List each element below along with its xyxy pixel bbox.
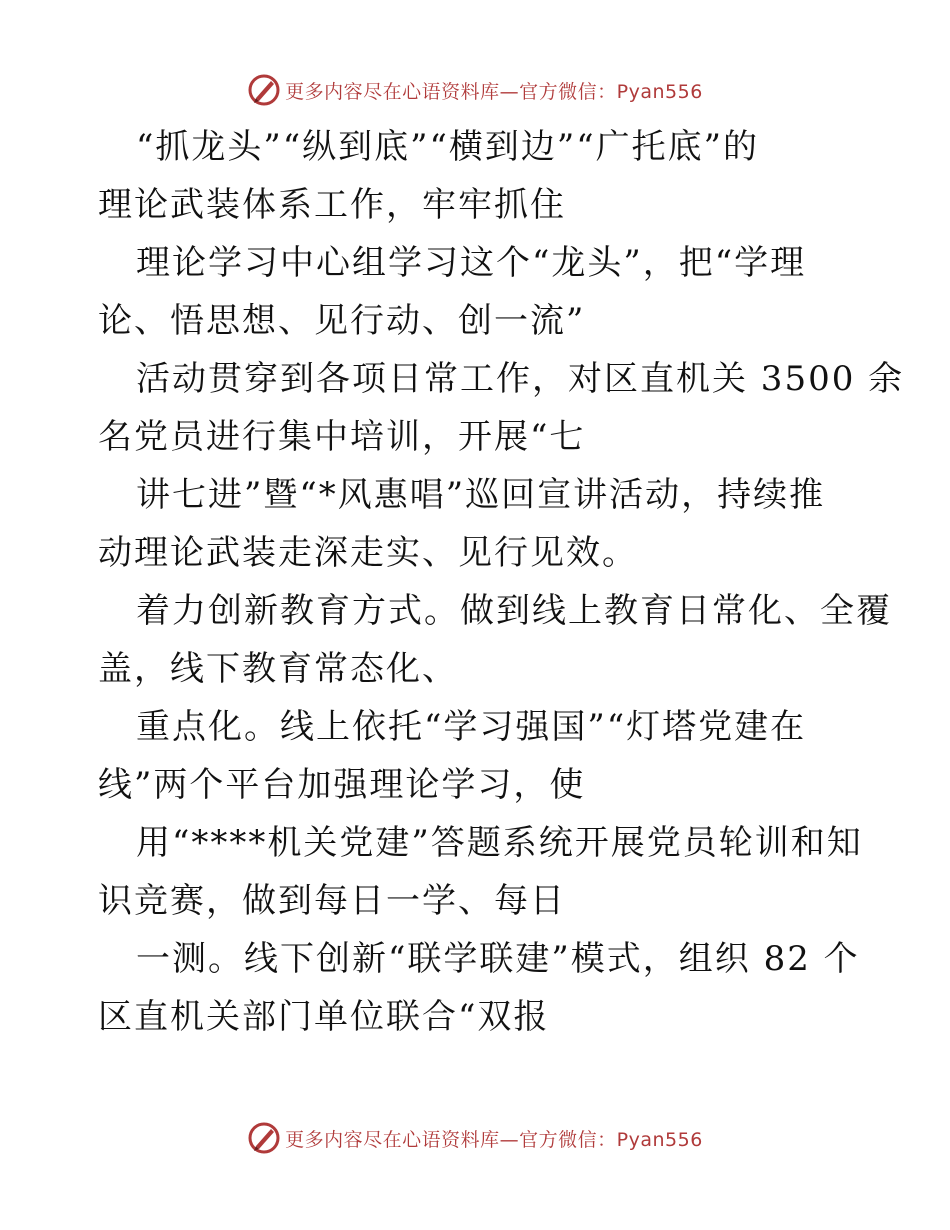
text-line: “抓龙头”“纵到底”“横到边”“广托底”的 [136, 127, 760, 167]
text-line: 讲七进”暨“*风惠唱”巡回宣讲活动，持续推 [136, 475, 826, 515]
text-line: 识竞赛，做到每日一学、每日 [98, 881, 566, 921]
text-line: 线”两个平台加强理论学习，使 [98, 765, 586, 805]
text-line: 论、悟思想、见行动、创一流” [98, 301, 586, 341]
footer-watermark [0, 1118, 950, 1158]
text-line: 一测。线下创新“联学联建”模式，组织 82 个 [136, 939, 860, 979]
document-body [98, 118, 905, 1046]
watermark-text: 更多内容尽在心语资料库—官方微信：Pyan556 [285, 80, 703, 103]
text-line: 区直机关部门单位联合“双报 [98, 997, 550, 1037]
text-line: 重点化。线上依托“学习强国”“灯塔党建在 [136, 707, 807, 747]
text-line: 用“****机关党建”答题系统开展党员轮训和知 [136, 823, 863, 863]
pen-logo-icon [247, 73, 281, 107]
text-line: 理论学习中心组学习这个“龙头”，把“学理 [136, 243, 807, 283]
text-line: 盖，线下教育常态化、 [98, 649, 458, 689]
pen-logo-icon [247, 1121, 281, 1155]
watermark-text: 更多内容尽在心语资料库—官方微信：Pyan556 [285, 1128, 703, 1151]
text-line: 动理论武装走深走实、见行见效。 [98, 533, 638, 573]
text-line: 着力创新教育方式。做到线上教育日常化、全覆 [136, 591, 892, 631]
text-line: 理论武装体系工作，牢牢抓住 [98, 185, 566, 225]
text-line: 名党员进行集中培训，开展“七 [98, 417, 586, 457]
header-watermark [0, 70, 950, 110]
text-line: 活动贯穿到各项日常工作，对区直机关 3500 余 [136, 359, 905, 399]
